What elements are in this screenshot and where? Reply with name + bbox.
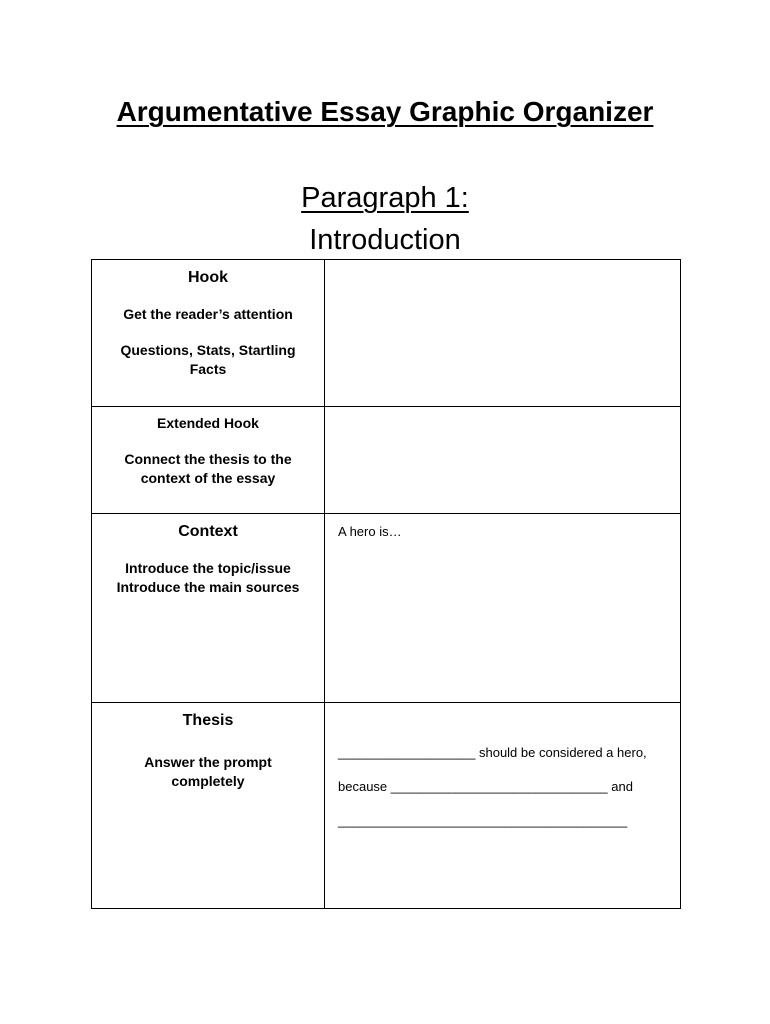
context-label-cell	[92, 514, 325, 703]
organizer-table	[91, 259, 681, 909]
thesis-row	[92, 703, 681, 909]
context-description: Introduce the topic/issue Introduce the main sources	[116, 560, 300, 595]
extended-hook-row	[92, 407, 681, 514]
hook-examples: Questions, Stats, Startling Facts	[120, 342, 296, 377]
hook-response-cell[interactable]	[325, 260, 681, 407]
context-response[interactable]: A hero is…	[338, 524, 402, 539]
extended-hook-title: Extended Hook	[157, 415, 259, 431]
paragraph-heading: Paragraph 1:	[301, 182, 469, 214]
extended-hook-label-cell	[92, 407, 325, 514]
document-title: Argumentative Essay Graphic Organizer	[116, 96, 654, 127]
thesis-label-cell	[92, 703, 325, 909]
context-title: Context	[178, 523, 238, 540]
thesis-description: Answer the prompt completely	[144, 754, 272, 789]
section-heading: Introduction	[309, 224, 461, 256]
context-response-cell[interactable]	[325, 514, 681, 703]
thesis-line-3[interactable]: ________________________________________	[338, 813, 628, 828]
thesis-response-cell[interactable]	[325, 703, 681, 909]
hook-row	[92, 260, 681, 407]
thesis-line-1[interactable]: ___________________ should be considered a hero,	[338, 745, 647, 760]
context-row	[92, 514, 681, 703]
hook-label-cell	[92, 260, 325, 407]
hook-description: Get the reader’s attention	[123, 306, 293, 322]
hook-title: Hook	[188, 269, 228, 286]
extended-hook-description: Connect the thesis to the context of the essay	[124, 451, 292, 486]
thesis-line-2[interactable]: because ______________________________ and	[338, 779, 633, 794]
extended-hook-response-cell[interactable]	[325, 407, 681, 514]
thesis-title: Thesis	[182, 712, 234, 729]
